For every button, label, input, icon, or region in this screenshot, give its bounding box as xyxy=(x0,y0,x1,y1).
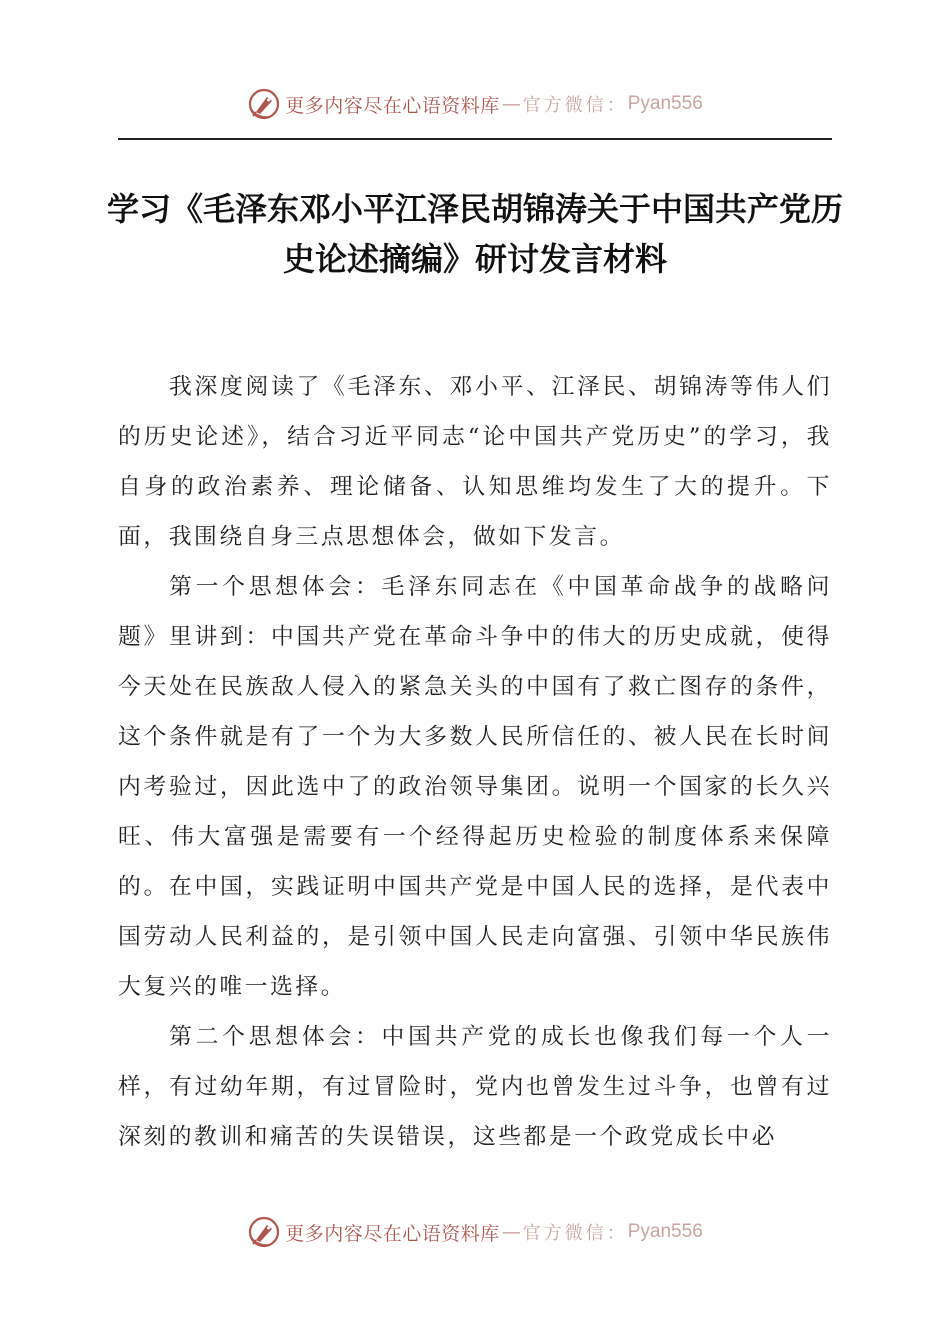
header-banner xyxy=(0,84,950,124)
banner-wechat-id: Pyan556 xyxy=(627,93,703,114)
banner-dash: — xyxy=(501,93,521,115)
pen-nib-logo-icon xyxy=(247,87,281,121)
header-divider xyxy=(118,138,832,140)
document-body xyxy=(118,362,832,1162)
banner-official-label: 官方微信： xyxy=(522,1223,628,1244)
footer-banner xyxy=(0,1212,950,1252)
paragraph-intro: 我深度阅读了《毛泽东、邓小平、江泽民、胡锦涛等伟人们的历史论述》，结合习近平同志“论中国共产党历史”的学习，我自身的政治素养、理论储备、认知思维均发生了大的提升。下面，我围绕自身三点思想体会，做如下发言。 xyxy=(118,374,832,550)
banner-wechat-id: Pyan556 xyxy=(627,1221,703,1242)
banner-main-text: 更多内容尽在心语资料库 xyxy=(285,94,500,117)
banner-dash: — xyxy=(501,1221,521,1243)
document-title: 学习《毛泽东邓小平江泽民胡锦涛关于中国共产党历史论述摘编》研讨发言材料 xyxy=(106,190,843,278)
banner-main-text: 更多内容尽在心语资料库 xyxy=(285,1222,500,1245)
paragraph-first-thought: 第一个思想体会：毛泽东同志在《中国革命战争的战略问题》里讲到：中国共产党在革命斗争中的伟大的历史成就，使得今天处在民族敌人侵入的紧急关头的中国有了救亡图存的条件，这个条件就是有了一个为大多数人民所信任的、被人民在长时间内考验过，因此选中了的政治领导集团。说明一个国家的长久兴旺、伟大富强是需要有一个经得起历史检验的制度体系来保障的。在中国，实践证明中国共产党是中国人民的选择，是代表中国劳动人民利益的，是引领中国人民走向富强、引领中华民族伟大复兴的唯一选择。 xyxy=(118,574,832,1000)
pen-nib-logo-icon xyxy=(247,1215,281,1249)
paragraph-second-thought: 第二个思想体会：中国共产党的成长也像我们每一个人一样，有过幼年期，有过冒险时，党内也曾发生过斗争，也曾有过深刻的教训和痛苦的失误错误，这些都是一个政党成长中必 xyxy=(118,1024,832,1150)
banner-official-label: 官方微信： xyxy=(522,95,628,116)
